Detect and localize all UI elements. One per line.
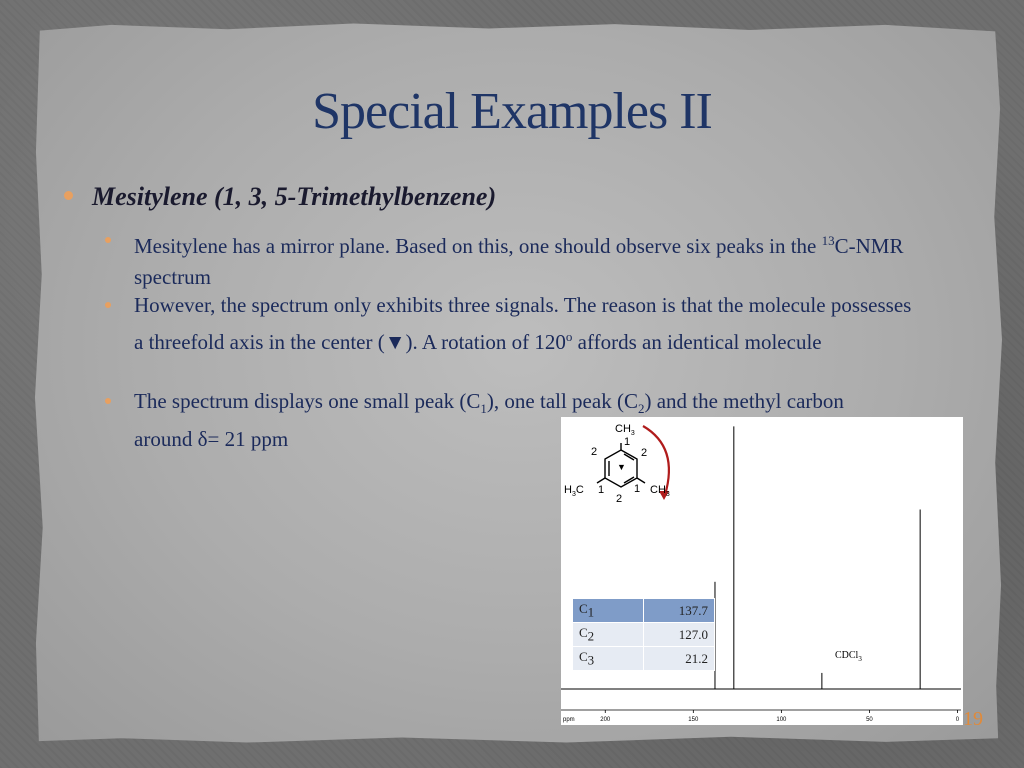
carbon-label-top: 1: [624, 436, 631, 448]
sub-bullet-1-text: Mesitylene has a mirror plane. Based on this, one should observe six peaks in the $^{13}$C-NMR spectrum: [134, 233, 904, 289]
x-tick-label: 150: [688, 717, 699, 723]
bullet-dot-icon: [105, 398, 111, 404]
sub-bullet-1: [112, 225, 912, 293]
cdcl3-annotation: CDCl$_3$: [835, 650, 862, 663]
table-row: [573, 647, 715, 671]
table-cell-label: $C_3$: [573, 647, 644, 671]
bullet-dot-icon: [64, 191, 73, 200]
nmr-spectrum: [561, 417, 963, 725]
table-cell-value: 137.7: [644, 599, 715, 623]
main-bullet: [66, 182, 496, 212]
carbon-label-bottom: 2: [616, 493, 623, 505]
bullet-dot-icon: [105, 237, 111, 243]
methyl-right-label: $CH_3$: [650, 484, 670, 498]
carbon-label-upper-right: 2: [641, 447, 648, 459]
table-cell-value: 127.0: [644, 623, 715, 647]
methyl-left-label: $H_3C$: [564, 484, 584, 498]
x-tick-label: 0: [955, 717, 960, 723]
nmr-figure: [561, 417, 963, 725]
x-tick-label: 100: [776, 717, 787, 723]
methyl-top-label: $CH_3$: [615, 423, 635, 437]
main-bullet-text: Mesitylene (1, 3, 5-Trimethylbenzene): [92, 182, 497, 211]
table-row: [573, 599, 715, 623]
table-cell-value: 21.2: [644, 647, 715, 671]
carbon-label-lower-right: 1: [634, 483, 641, 495]
table-cell-label: $C_1$: [573, 599, 644, 623]
sub-bullet-2: [112, 290, 912, 358]
sub-bullet-2-text: However, the spectrum only exhibits three signals. The reason is that the molecule possesses a threefold axis in the center (▼). A rotation of 120$^o$ affords an identical molecule: [134, 293, 912, 354]
x-tick-label: 50: [866, 717, 873, 723]
carbon-label-upper-left: 2: [591, 446, 598, 458]
triangle-down-icon: ▼: [384, 330, 406, 354]
bullet-dot-icon: [105, 302, 111, 308]
slide-title: Special Examples II: [312, 83, 712, 140]
x-axis-label: ppm: [563, 717, 575, 723]
x-tick-label: 200: [600, 717, 611, 723]
carbon-label-lower-left: 1: [598, 484, 605, 496]
sub-bullet-3-text: The spectrum displays one small peak $(C_1)$, one tall peak $(C_2)$ and the methyl carbon around δ= 21 ppm: [134, 389, 844, 452]
table-cell-label: $C_2$: [573, 623, 644, 647]
page-number: 19: [963, 708, 983, 730]
threefold-axis-icon: ▼: [617, 462, 626, 472]
chemical-shift-table: [572, 598, 715, 671]
table-row: [573, 623, 715, 647]
